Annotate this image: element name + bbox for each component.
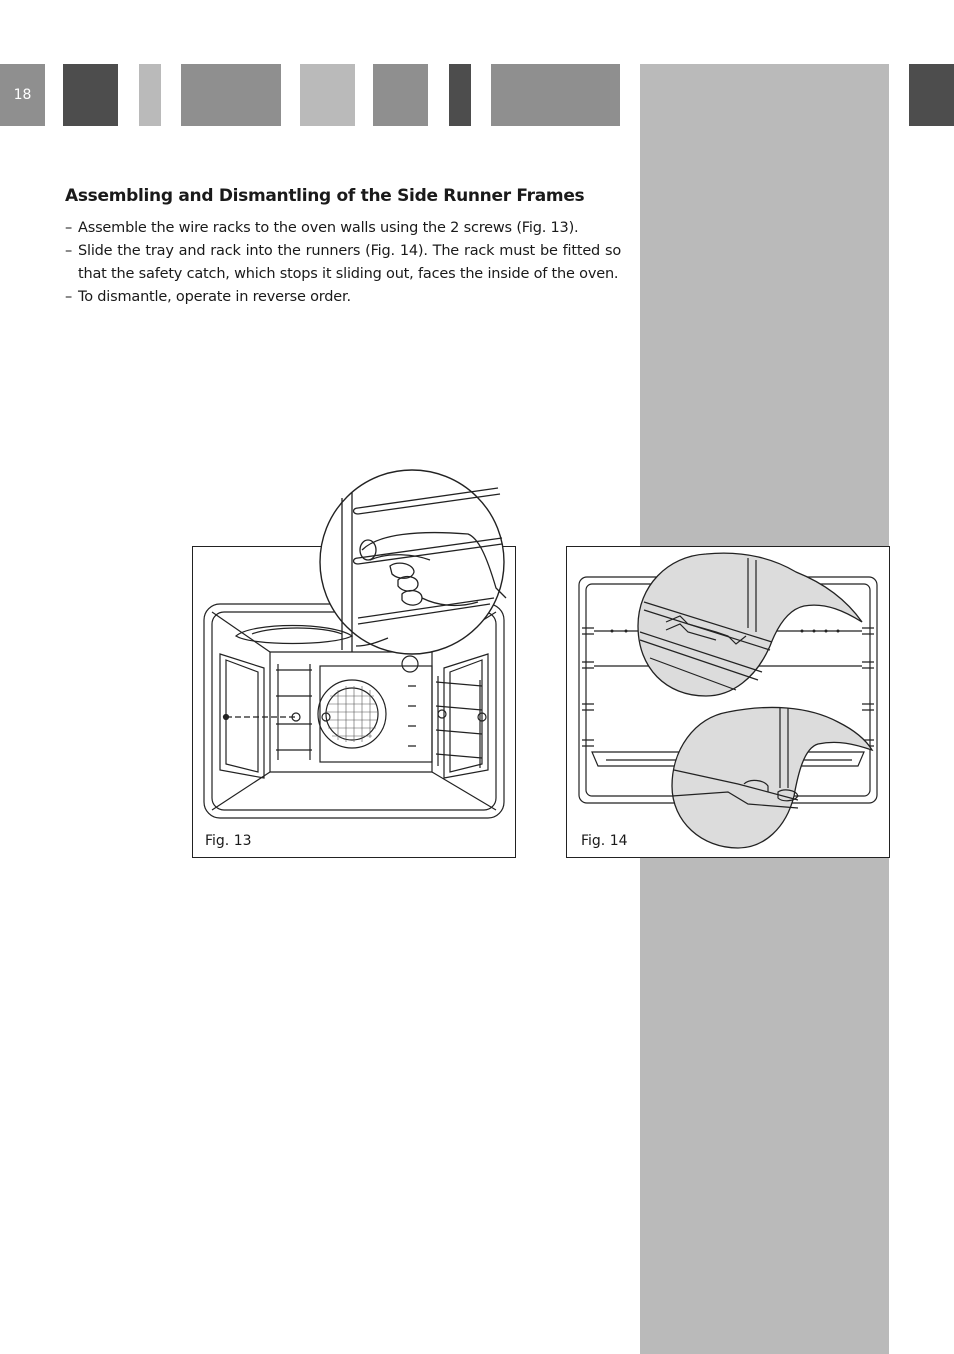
rack-catch-callout <box>636 550 868 700</box>
tray-catch-callout <box>668 704 874 850</box>
header-block <box>181 64 281 126</box>
list-item <box>65 217 621 240</box>
dash-bullet: – <box>65 243 73 259</box>
figure-caption: Fig. 14 <box>581 833 628 849</box>
list-item-text: Assemble the wire racks to the oven walls using the 2 screws (Fig. 13). <box>78 220 579 236</box>
header-block <box>373 64 428 126</box>
header-block <box>63 64 118 126</box>
list-item-text: Slide the tray and rack into the runners (Fig. 14). The rack must be fitted so that the safety catch, which stops it sliding out, faces the inside of the oven. <box>78 243 621 282</box>
dash-bullet: – <box>65 220 73 236</box>
header-block <box>139 64 161 126</box>
header-block <box>449 64 471 126</box>
list-item <box>65 240 621 286</box>
dash-bullet: – <box>65 289 73 305</box>
figure-caption: Fig. 13 <box>205 833 252 849</box>
header-block <box>300 64 355 126</box>
list-item-text: To dismantle, operate in reverse order. <box>78 289 351 305</box>
hand-screw-callout <box>318 468 508 658</box>
header-block <box>909 64 954 126</box>
instruction-list <box>65 217 621 309</box>
list-item <box>65 286 621 309</box>
section-heading: Assembling and Dismantling of the Side Runner Frames <box>65 186 585 206</box>
page-number: 18 <box>0 64 45 126</box>
header-block <box>491 64 620 126</box>
